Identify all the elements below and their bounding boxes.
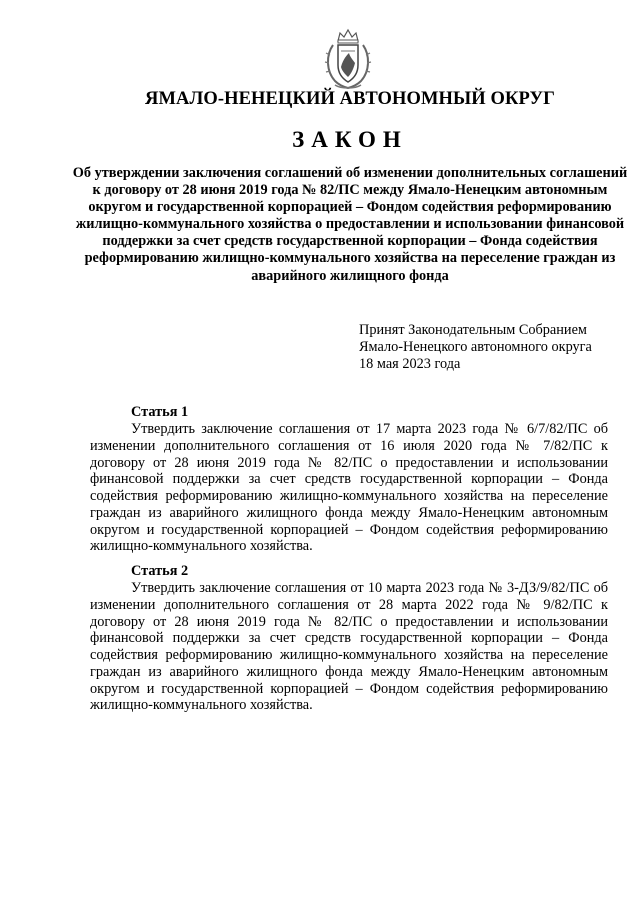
article-text: Утвердить заключение соглашения от 17 марта 2023 года № 6/7/82/ПС об изменении дополнительного соглашения от 16 июля 2020 года № 7/82/ПС к договору от 28 июня 2019 года № 82/ПС о предоставлении и использовании финансовой поддержки за счет средств государственной корпорации – Фонда содействия реформированию жилищно-коммунального хозяйства на переселение граждан из аварийного жилищного фонда между Ямало-Ненецким автономным округом и государственной корпорацией – Фондом содействия реформированию жилищно-коммунального хозяйства. xyxy=(90,421,608,555)
article-heading: Статья 1 xyxy=(131,404,189,420)
adoption-note xyxy=(359,322,592,373)
article-2 xyxy=(90,563,608,714)
document-type: ЗАКОН xyxy=(292,127,408,152)
adoption-line: Принят Законодательным Собранием xyxy=(359,322,587,338)
article-1 xyxy=(90,404,608,555)
region-name: ЯМАЛО-НЕНЕЦКИЙ АВТОНОМНЫЙ ОКРУГ xyxy=(144,89,556,109)
adoption-date: 18 мая 2023 года xyxy=(359,356,461,373)
coat-of-arms-emblem xyxy=(323,27,373,91)
article-heading: Статья 2 xyxy=(131,563,189,579)
adoption-line: Ямало-Ненецкого автономного округа xyxy=(359,339,592,356)
article-text: Утвердить заключение соглашения от 10 марта 2023 года № 3-ДЗ/9/82/ПС об изменении дополнительного соглашения от 28 марта 2022 года № 9/82/ПС к договору от 28 июня 2019 года № 82/ПС о предоставлении и использовании финансовой поддержки за счет средств государственной корпорации – Фонда содействия реформированию жилищно-коммунального хозяйства на переселение граждан из аварийного жилищного фонда между Ямало-Ненецким автономным округом и государственной корпорацией – Фондом содействия реформированию жилищно-коммунального хозяйства. xyxy=(90,580,608,714)
law-title: Об утверждении заключения соглашений об изменении дополнительных соглашений к договору от 28 июня 2019 года № 82/ПС между Ямало-Ненецким автономным округом и государственной корпорацией ‒ Фондом содействия реформированию жилищно-коммунального хозяйства о предоставлении и использовании финансовой поддержки за счет средств государственной корпорации ‒ Фонда содействия реформированию жилищно-коммунального хозяйства на переселение граждан из аварийного жилищного фонда xyxy=(72,165,628,284)
